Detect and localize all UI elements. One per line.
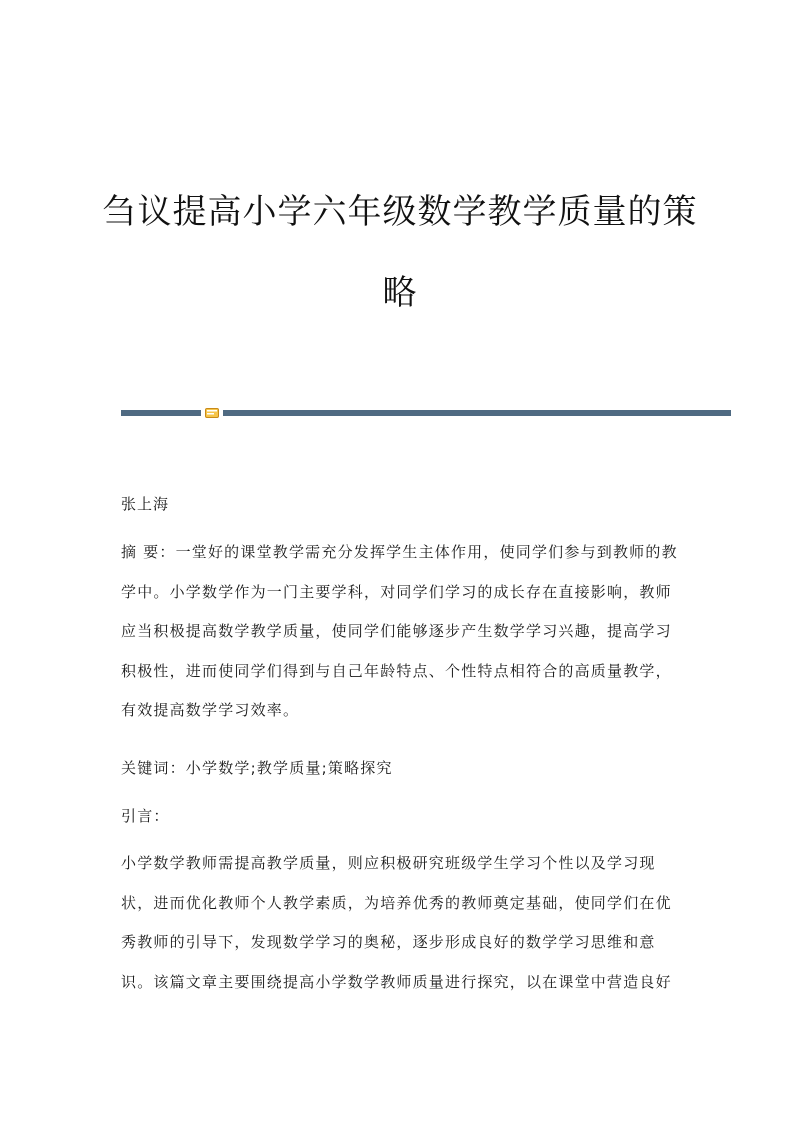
abstract-line: 摘 要：一堂好的课堂教学需充分发挥学生主体作用，使同学们参与到教师的教 [121,543,678,561]
intro-paragraph [121,844,681,1002]
divider-bar-left [121,410,201,416]
divider-bar-right [223,410,731,416]
page-title-line-1: 刍议提高小学六年级数学教学质量的策 [102,192,698,232]
intro-line: 识。该篇文章主要围绕提高小学数学教师质量进行探究，以在课堂中营造良好 [121,972,672,991]
abstract-paragraph [121,533,681,731]
abstract-line: 应当积极提高数学教学质量，使同学们能够逐步产生数学学习兴趣，提高学习 [121,622,672,640]
title-divider [121,408,731,416]
abstract-line: 有效提高数学学习效率。 [121,701,300,719]
abstract-line: 学中。小学数学作为一门主要学科，对同学们学习的成长存在直接影响，教师 [121,582,672,601]
document-badge-icon [205,408,219,418]
intro-line: 小学数学教师需提高教学质量，则应积极研究班级学生学习个性以及学习现 [121,854,656,872]
intro-line: 秀教师的引导下，发现数学学习的奥秘，逐步形成良好的数学学习思维和意 [121,933,656,951]
intro-heading: 引言： [121,807,170,825]
abstract-line: 积极性，进而使同学们得到与自己年龄特点、个性特点相符合的高质量教学， [121,661,672,680]
author-name: 张上海 [121,495,170,513]
intro-line: 状，进而优化教师个人教学素质，为培养优秀的教师奠定基础，使同学们在优 [121,893,672,912]
page-title-line-2: 略 [382,273,418,313]
keywords-line: 关键词：小学数学;教学质量;策略探究 [121,759,393,777]
